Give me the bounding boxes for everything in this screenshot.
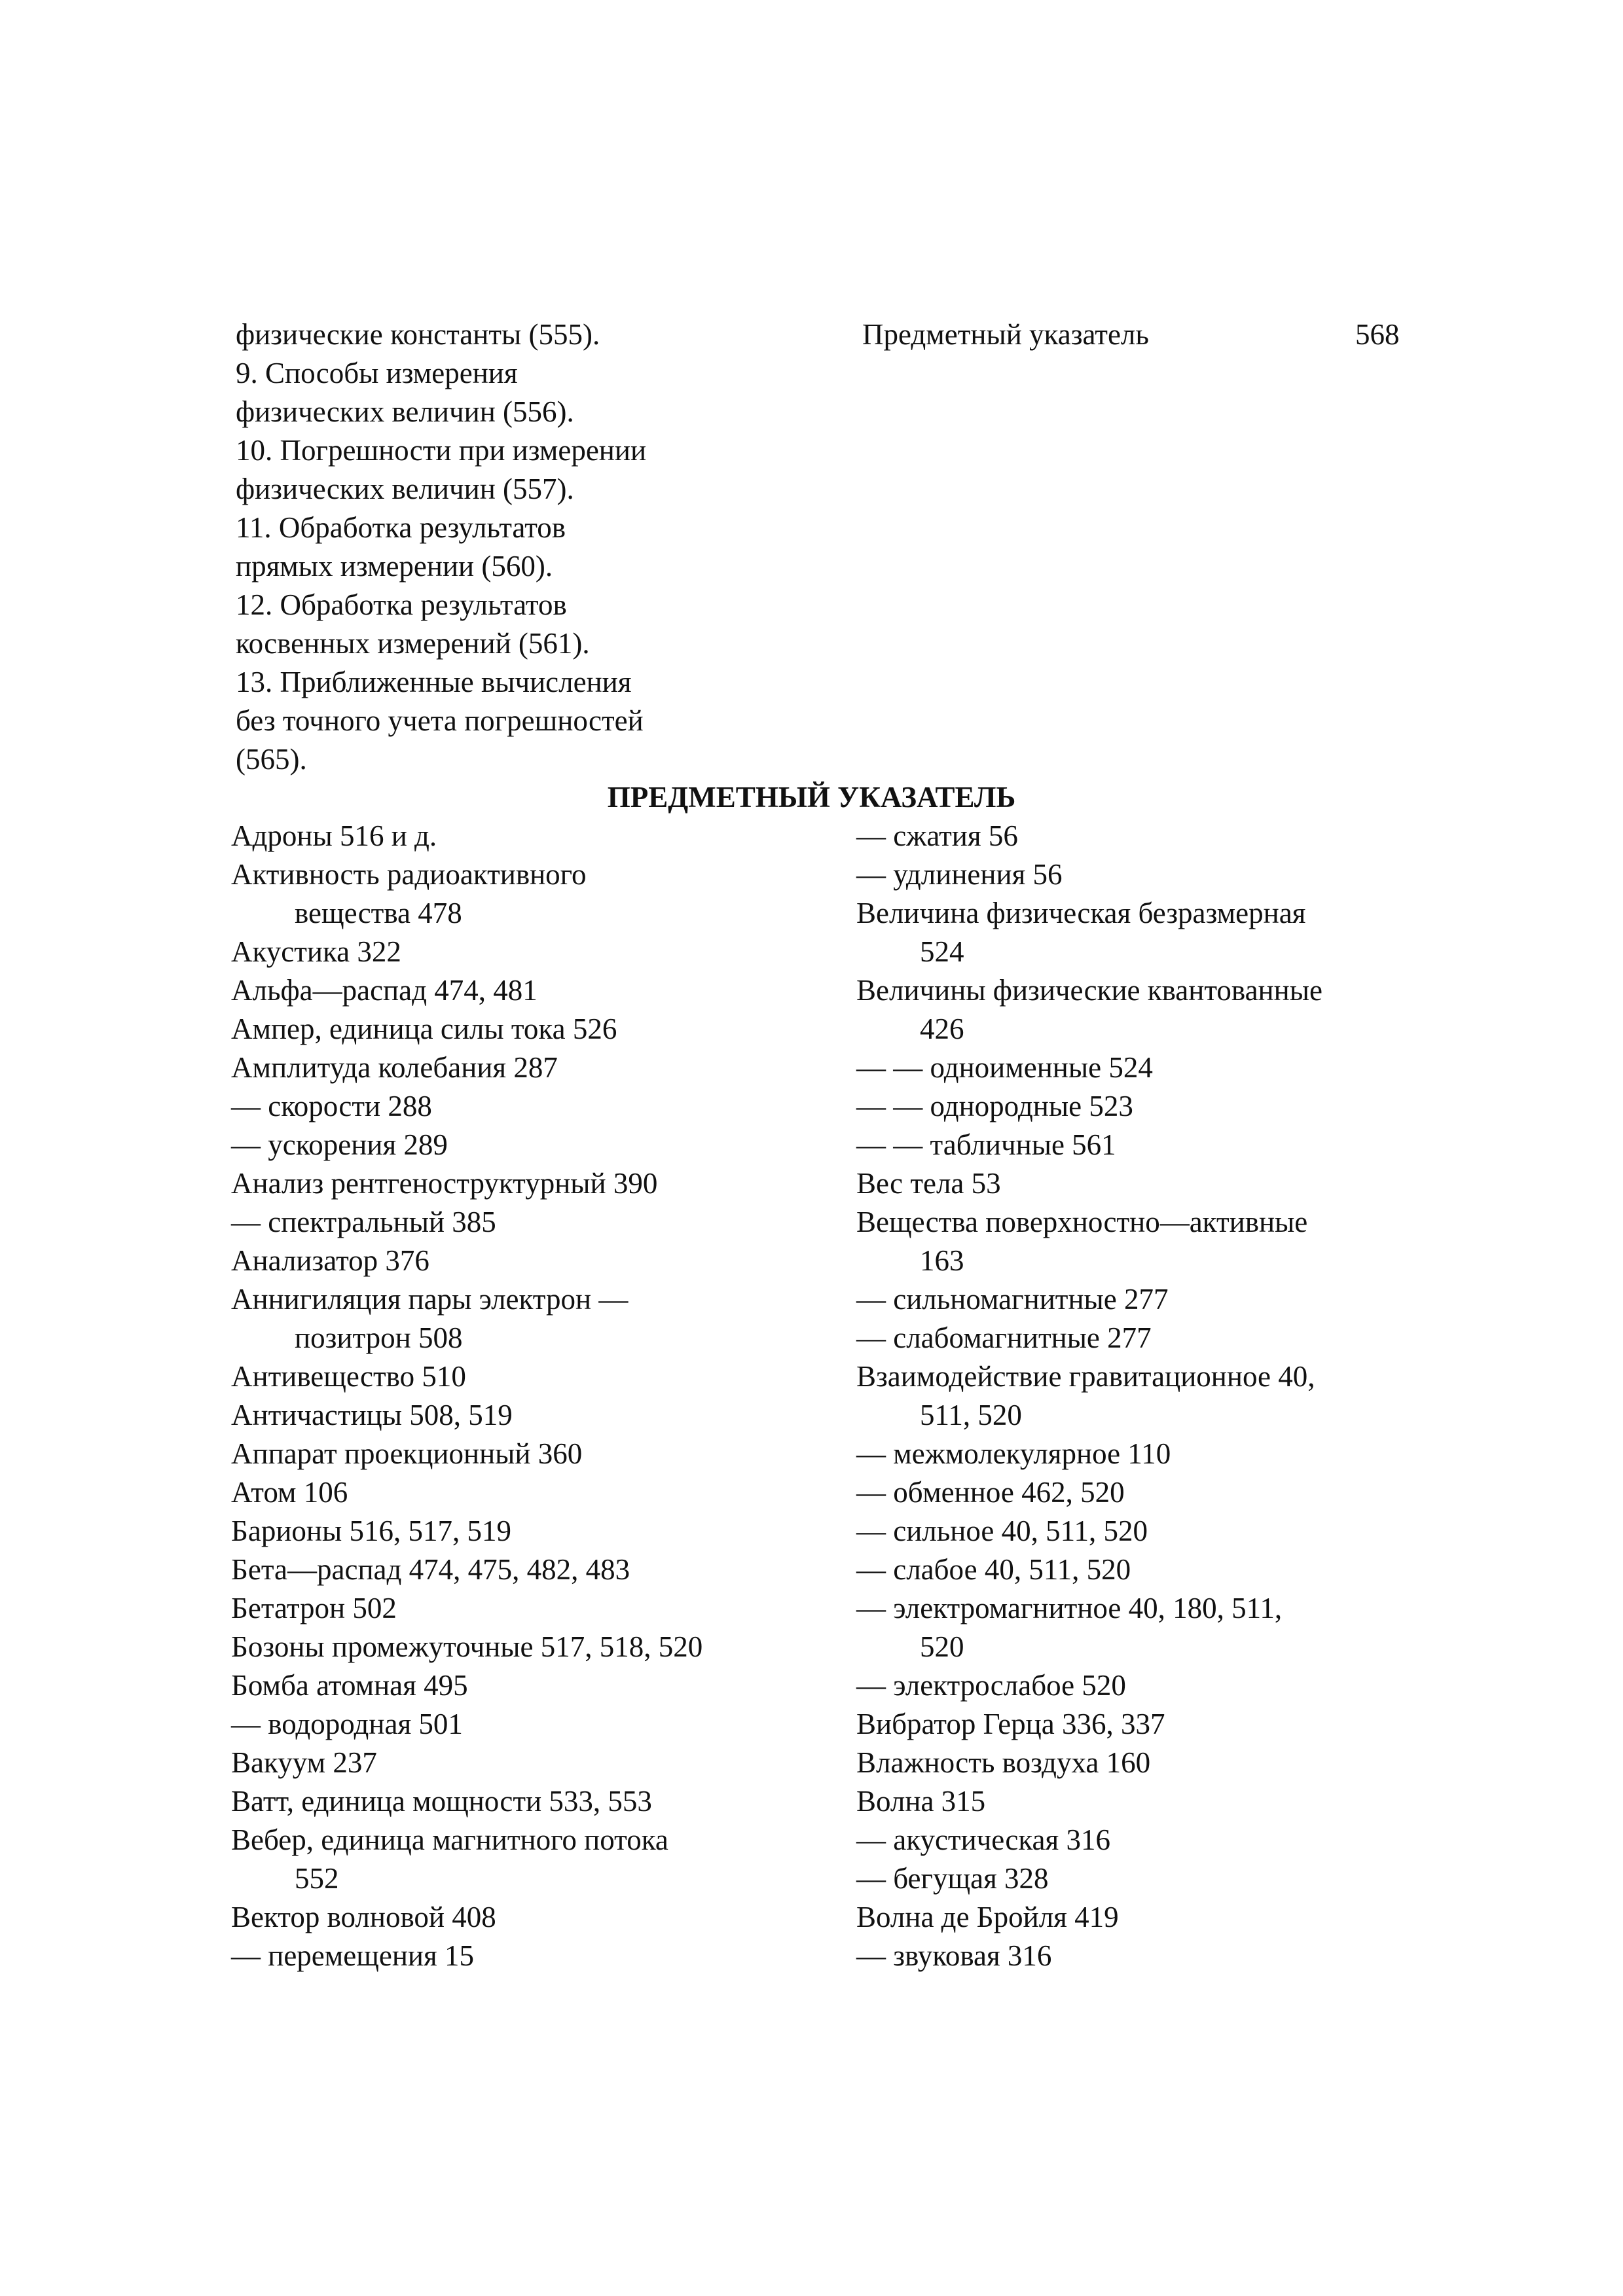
- index-entry: — — табличные 561: [856, 1128, 1116, 1161]
- index-entry: Бетатрон 502: [231, 1592, 397, 1624]
- index-entry: Аннигиляция пары электрон —: [231, 1283, 629, 1316]
- index-entry: Вакуум 237: [231, 1746, 377, 1779]
- index-entry: Барионы 516, 517, 519: [231, 1515, 511, 1547]
- index-entry: — водородная 501: [231, 1708, 463, 1740]
- index-entry: 520: [920, 1630, 964, 1663]
- index-entry: Волна 315: [856, 1785, 986, 1818]
- index-entry: позитрон 508: [295, 1321, 463, 1354]
- previous-section-line: физические константы (555).: [236, 318, 600, 351]
- index-entry: Вебер, единица магнитного потока: [231, 1823, 668, 1856]
- previous-section-line: физических величин (556).: [236, 395, 574, 428]
- previous-section-line: 10. Погрешности при измерении: [236, 434, 647, 467]
- index-entry: Адроны 516 и д.: [231, 819, 437, 852]
- index-entry: — акустическая 316: [856, 1823, 1110, 1856]
- index-entry: Бета—распад 474, 475, 482, 483: [231, 1553, 630, 1586]
- index-entry: 552: [295, 1862, 339, 1895]
- index-entry: Ампер, единица силы тока 526: [231, 1013, 617, 1045]
- index-entry: Волна де Бройля 419: [856, 1901, 1119, 1933]
- index-left-column: [231, 817, 702, 1975]
- index-entry: — перемещения 15: [231, 1939, 474, 1972]
- index-entry: Вектор волновой 408: [231, 1901, 496, 1933]
- index-entry: Атом 106: [231, 1476, 348, 1509]
- index-entry: — межмолекулярное 110: [856, 1437, 1171, 1470]
- index-entry: Бомба атомная 495: [231, 1669, 468, 1702]
- index-entry: 163: [920, 1244, 964, 1277]
- previous-section-line: прямых измерении (560).: [236, 550, 553, 583]
- index-entry: — сильное 40, 511, 520: [856, 1515, 1148, 1547]
- index-entry: — сильномагнитные 277: [856, 1283, 1169, 1316]
- running-header-title: Предметный указатель: [862, 318, 1149, 351]
- index-entry: — звуковая 316: [856, 1939, 1052, 1972]
- index-entry: — сжатия 56: [856, 819, 1018, 852]
- index-entry: Величина физическая безразмерная: [856, 897, 1306, 929]
- index-entry: — слабое 40, 511, 520: [856, 1553, 1131, 1586]
- index-entry: — скорости 288: [231, 1090, 432, 1122]
- index-entry: 524: [920, 935, 964, 968]
- previous-section-line: 11. Обработка результатов: [236, 511, 566, 544]
- index-entry: — обменное 462, 520: [856, 1476, 1125, 1509]
- index-entry: — бегущая 328: [856, 1862, 1049, 1895]
- index-entry: — ускорения 289: [231, 1128, 448, 1161]
- previous-section-line: физических величин (557).: [236, 473, 574, 505]
- index-entry: — спектральный 385: [231, 1206, 496, 1238]
- index-entry: Альфа—распад 474, 481: [231, 974, 538, 1007]
- index-entry: Антивещество 510: [231, 1360, 466, 1393]
- index-entry: 511, 520: [920, 1399, 1022, 1431]
- index-entry: Влажность воздуха 160: [856, 1746, 1151, 1779]
- index-entry: Вес тела 53: [856, 1167, 1001, 1200]
- index-entry: Аппарат проекционный 360: [231, 1437, 583, 1470]
- index-entry: Античастицы 508, 519: [231, 1399, 513, 1431]
- previous-section-line: (565).: [236, 743, 307, 776]
- index-entry: Ватт, единица мощности 533, 553: [231, 1785, 652, 1818]
- index-entry: — удлинения 56: [856, 858, 1063, 891]
- index-entry: — электромагнитное 40, 180, 511,: [856, 1592, 1283, 1624]
- index-entry: Взаимодействие гравитационное 40,: [856, 1360, 1315, 1393]
- previous-section-line: без точного учета погрешностей: [236, 704, 644, 737]
- previous-section-line: косвенных измерений (561).: [236, 627, 590, 660]
- index-entry: вещества 478: [295, 897, 462, 929]
- index-entry: — слабомагнитные 277: [856, 1321, 1152, 1354]
- index-entry: — электрослабое 520: [856, 1669, 1126, 1702]
- previous-section-line: 12. Обработка результатов: [236, 588, 567, 621]
- index-entry: Активность радиоактивного: [231, 858, 587, 891]
- index-entry: Бозоны промежуточные 517, 518, 520: [231, 1630, 703, 1663]
- index-entry: Вещества поверхностно—активные: [856, 1206, 1308, 1238]
- index-entry: Амплитуда колебания 287: [231, 1051, 558, 1084]
- index-entry: — — одноименные 524: [856, 1051, 1153, 1084]
- index-entry: Вибратор Герца 336, 337: [856, 1708, 1165, 1740]
- previous-section-tail: [236, 315, 646, 779]
- index-entry: 426: [920, 1013, 964, 1045]
- index-right-column: [856, 817, 1322, 1975]
- index-entry: Величины физические квантованные: [856, 974, 1322, 1007]
- index-entry: Акустика 322: [231, 935, 401, 968]
- index-entry: Анализатор 376: [231, 1244, 429, 1277]
- index-entry: Анализ рентгеноструктурный 390: [231, 1167, 658, 1200]
- page-number: 568: [1355, 318, 1400, 351]
- previous-section-line: 13. Приближенные вычисления: [236, 666, 632, 698]
- previous-section-line: 9. Способы измерения: [236, 357, 518, 389]
- index-heading: ПРЕДМЕТНЫЙ УКАЗАТЕЛЬ: [607, 781, 1016, 814]
- index-entry: — — однородные 523: [856, 1090, 1133, 1122]
